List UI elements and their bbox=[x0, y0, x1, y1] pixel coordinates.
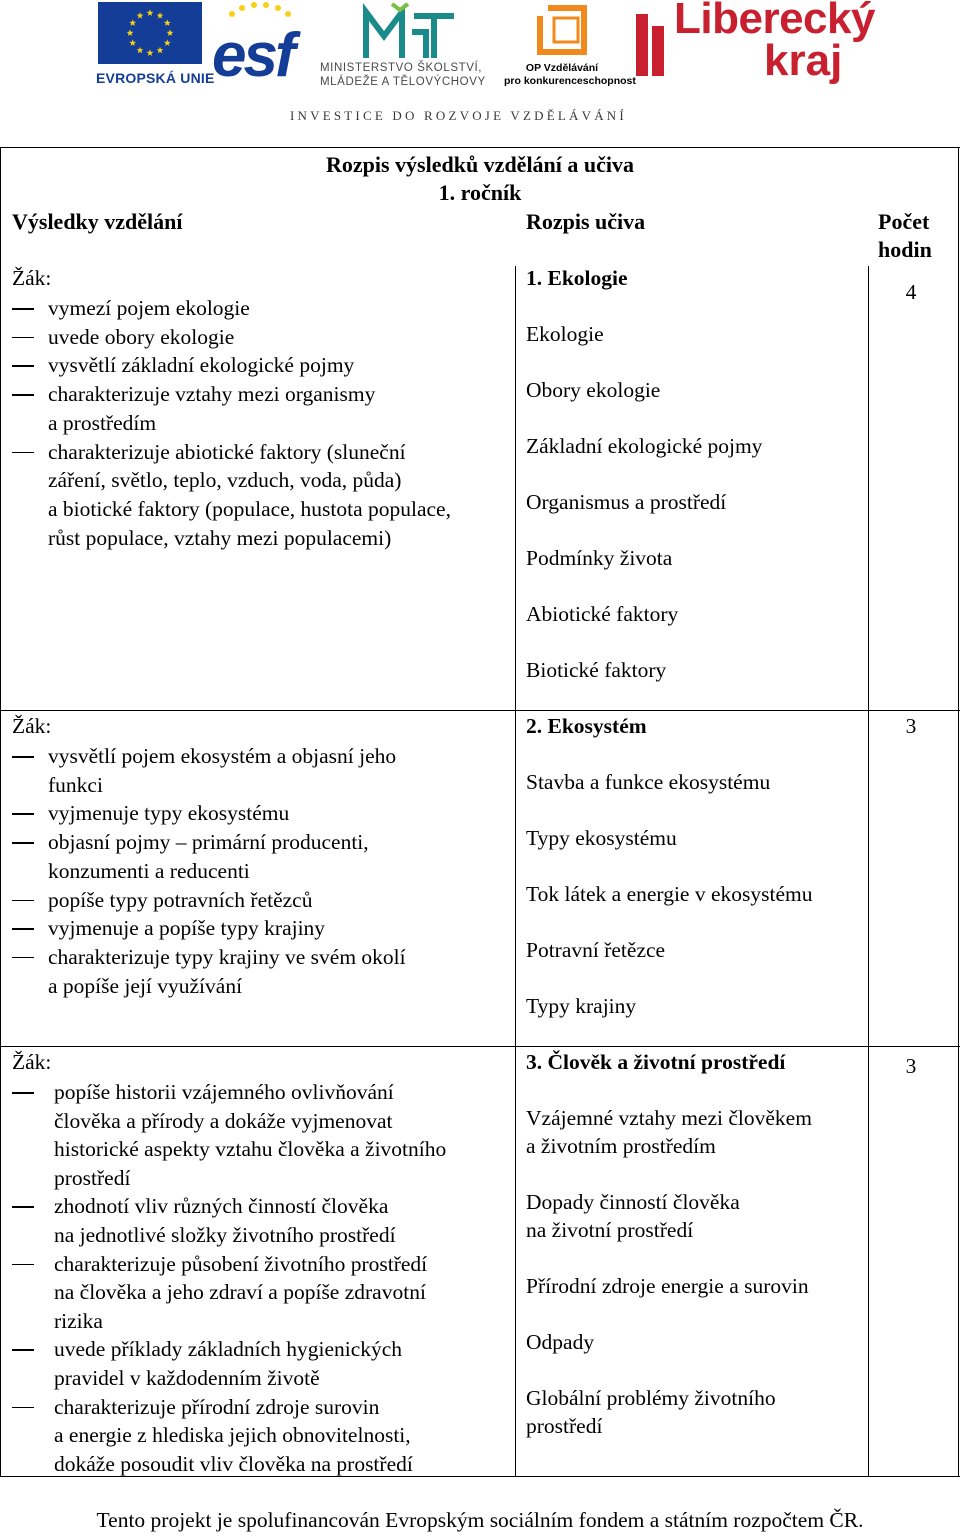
bullet-dash bbox=[12, 1407, 34, 1409]
bullet-dash bbox=[12, 842, 34, 844]
bullet-dash bbox=[12, 365, 34, 367]
outcome-line: charakterizuje abiotické faktory (sluneční bbox=[48, 439, 406, 464]
bullet-dash bbox=[12, 394, 34, 396]
outcome-line: konzumenti a reducenti bbox=[48, 858, 250, 883]
msmt-name-line1: MINISTERSTVO ŠKOLSTVÍ, bbox=[320, 62, 483, 74]
table-top-border bbox=[0, 147, 960, 148]
outcome-line: vysvětlí základní ekologické pojmy bbox=[48, 353, 355, 378]
bullet-dash bbox=[12, 1092, 34, 1094]
outcome-line: popíše historii vzájemného ovlivňování bbox=[54, 1080, 394, 1104]
bullet-dash bbox=[12, 337, 34, 339]
student-label: Žák: bbox=[12, 1050, 52, 1074]
curriculum-item: Stavba a funkce ekosystému bbox=[526, 770, 771, 794]
table-right-border bbox=[958, 147, 959, 1477]
outcome-line: uvede obory ekologie bbox=[48, 324, 235, 349]
outcome-line: popíše typy potravních řetězců bbox=[48, 887, 313, 912]
curriculum-item: Obory ekologie bbox=[526, 378, 661, 402]
curriculum-item: Tok látek a energie v ekosystému bbox=[526, 882, 813, 906]
outcome-line: vysvětlí pojem ekosystém a objasní jeho bbox=[48, 744, 397, 768]
lk-mark-icon bbox=[630, 6, 670, 84]
outcome-line: dokáže posoudit vliv člověka na prostředí bbox=[54, 1451, 413, 1476]
outcome-line: funkci bbox=[48, 772, 103, 797]
outcome-line: záření, světlo, teplo, vzduch, voda, půda) bbox=[48, 468, 402, 493]
col-header-hours-1: Počet bbox=[878, 209, 930, 234]
bullet-dash bbox=[12, 900, 34, 902]
outcome-line: a popíše její využívání bbox=[48, 973, 243, 998]
col-header-curriculum: Rozpis učiva bbox=[526, 209, 646, 234]
outcome-line: člověka a přírody a dokáže vyjmenovat bbox=[54, 1108, 393, 1133]
outcome-line: charakterizuje působení životního prostředí bbox=[54, 1251, 428, 1276]
curriculum-item: Odpady bbox=[526, 1330, 595, 1354]
lk-name-line2: kraj bbox=[764, 36, 843, 85]
curriculum-item: prostředí bbox=[526, 1414, 603, 1438]
bullet-dash bbox=[12, 813, 34, 815]
outcome-line: rizika bbox=[54, 1308, 103, 1333]
document-subtitle: 1. ročník bbox=[438, 180, 522, 205]
esf-logo bbox=[208, 0, 316, 92]
hours-value: 3 bbox=[905, 1054, 917, 1078]
outcome-line: na člověka a jeho zdraví a popíše zdravotní bbox=[54, 1280, 426, 1305]
curriculum-item: a životním prostředím bbox=[526, 1134, 716, 1158]
eu-flag-logo bbox=[98, 2, 202, 64]
curriculum-item: Přírodní zdroje energie a surovin bbox=[526, 1274, 809, 1298]
topic-heading: 1. Ekologie bbox=[526, 266, 628, 290]
table-left-border bbox=[0, 147, 1, 1477]
op-mark-icon bbox=[534, 2, 592, 58]
outcome-line: charakterizuje přírodní zdroje surovin bbox=[54, 1394, 380, 1419]
col-separator-1 bbox=[515, 266, 516, 1477]
bullet-dash bbox=[12, 756, 34, 758]
outcome-line: objasní pojmy – primární producenti, bbox=[48, 830, 369, 855]
outcome-line: pravidel v každodenním životě bbox=[54, 1366, 320, 1390]
outcome-line: a biotické faktory (populace, hustota populace, bbox=[48, 496, 451, 521]
bullet-dash bbox=[12, 928, 34, 930]
outcome-line: a prostředím bbox=[48, 410, 157, 435]
curriculum-item: Vzájemné vztahy mezi člověkem bbox=[526, 1106, 812, 1130]
op-name-line2: pro konkurenceschopnost bbox=[504, 75, 636, 87]
curriculum-item: Typy ekosystému bbox=[526, 826, 677, 850]
liberecky-kraj-logo bbox=[630, 0, 880, 92]
outcome-line: na jednotlivé složky životního prostředí bbox=[54, 1223, 396, 1247]
bullet-dash bbox=[12, 957, 34, 959]
curriculum-item: Abiotické faktory bbox=[526, 602, 679, 626]
op-name-line1: OP Vzdělávání bbox=[525, 62, 599, 74]
outcome-line: růst populace, vztahy mezi populacemi) bbox=[48, 525, 392, 550]
curriculum-item: Podmínky života bbox=[526, 546, 673, 570]
slogan: INVESTICE DO ROZVOJE VZDĚLÁVÁNÍ bbox=[290, 108, 627, 123]
bullet-dash bbox=[12, 452, 34, 454]
bullet-dash bbox=[12, 1264, 34, 1266]
bullet-dash bbox=[12, 1206, 34, 1208]
curriculum-item: Ekologie bbox=[526, 322, 604, 346]
outcome-line: charakterizuje typy krajiny ve svém okolí bbox=[48, 944, 406, 969]
msmt-logo bbox=[320, 0, 500, 92]
eu-stars-icon bbox=[98, 2, 202, 64]
col-header-outcomes: Výsledky vzdělání bbox=[12, 209, 183, 234]
topic-heading: 3. Člověk a životní prostředí bbox=[526, 1050, 786, 1074]
student-label: Žák: bbox=[12, 714, 52, 738]
outcome-line: vyjmenuje typy ekosystému bbox=[48, 801, 290, 826]
curriculum-item: Typy krajiny bbox=[526, 994, 637, 1018]
topic-heading: 2. Ekosystém bbox=[526, 714, 647, 738]
logo-bar bbox=[0, 0, 960, 140]
msmt-mark-icon bbox=[362, 2, 458, 60]
curriculum-item: Globální problémy životního bbox=[526, 1386, 776, 1410]
hours-value: 3 bbox=[905, 714, 917, 738]
esf-wordmark: esf bbox=[212, 21, 293, 90]
curriculum-item: Biotické faktory bbox=[526, 658, 667, 682]
hours-value: 4 bbox=[905, 280, 917, 304]
curriculum-item: Základní ekologické pojmy bbox=[526, 434, 763, 458]
lk-name-line1: Liberecký bbox=[674, 0, 875, 43]
curriculum-item: Dopady činností člověka bbox=[526, 1190, 740, 1214]
bullet-dash bbox=[12, 308, 34, 310]
document-title: Rozpis výsledků vzdělání a učiva bbox=[325, 152, 635, 177]
outcome-line: a energie z hlediska jejich obnovitelnosti, bbox=[54, 1423, 411, 1448]
footer-text: Tento projekt je spolufinancován Evropským sociálním fondem a státním rozpočtem ČR. bbox=[96, 1508, 864, 1532]
outcome-line: vyjmenuje a popíše typy krajiny bbox=[48, 916, 326, 941]
student-label: Žák: bbox=[12, 266, 52, 290]
outcome-line: charakterizuje vztahy mezi organismy bbox=[48, 382, 376, 407]
row-separator-2 bbox=[0, 1046, 960, 1047]
outcome-line: uvede příklady základních hygienických bbox=[54, 1337, 403, 1362]
col-separator-2 bbox=[868, 266, 869, 1477]
curriculum-item: na životní prostředí bbox=[526, 1218, 694, 1242]
outcome-line: zhodnotí vliv různých činností člověka bbox=[54, 1194, 389, 1219]
msmt-name-line2: MLÁDEŽE A TĚLOVÝCHOVY bbox=[320, 76, 486, 88]
eu-label: EVROPSKÁ UNIE bbox=[96, 70, 215, 86]
outcome-line: vymezí pojem ekologie bbox=[48, 296, 250, 320]
op-logo bbox=[504, 0, 636, 92]
row-separator-1 bbox=[0, 710, 960, 711]
curriculum-item: Potravní řetězce bbox=[526, 938, 666, 962]
bullet-dash bbox=[12, 1349, 34, 1351]
outcome-line: historické aspekty vztahu člověka a životního bbox=[54, 1137, 447, 1162]
col-header-hours-2: hodin bbox=[878, 237, 932, 262]
outcome-line: prostředí bbox=[54, 1165, 131, 1190]
curriculum-item: Organismus a prostředí bbox=[526, 490, 727, 514]
